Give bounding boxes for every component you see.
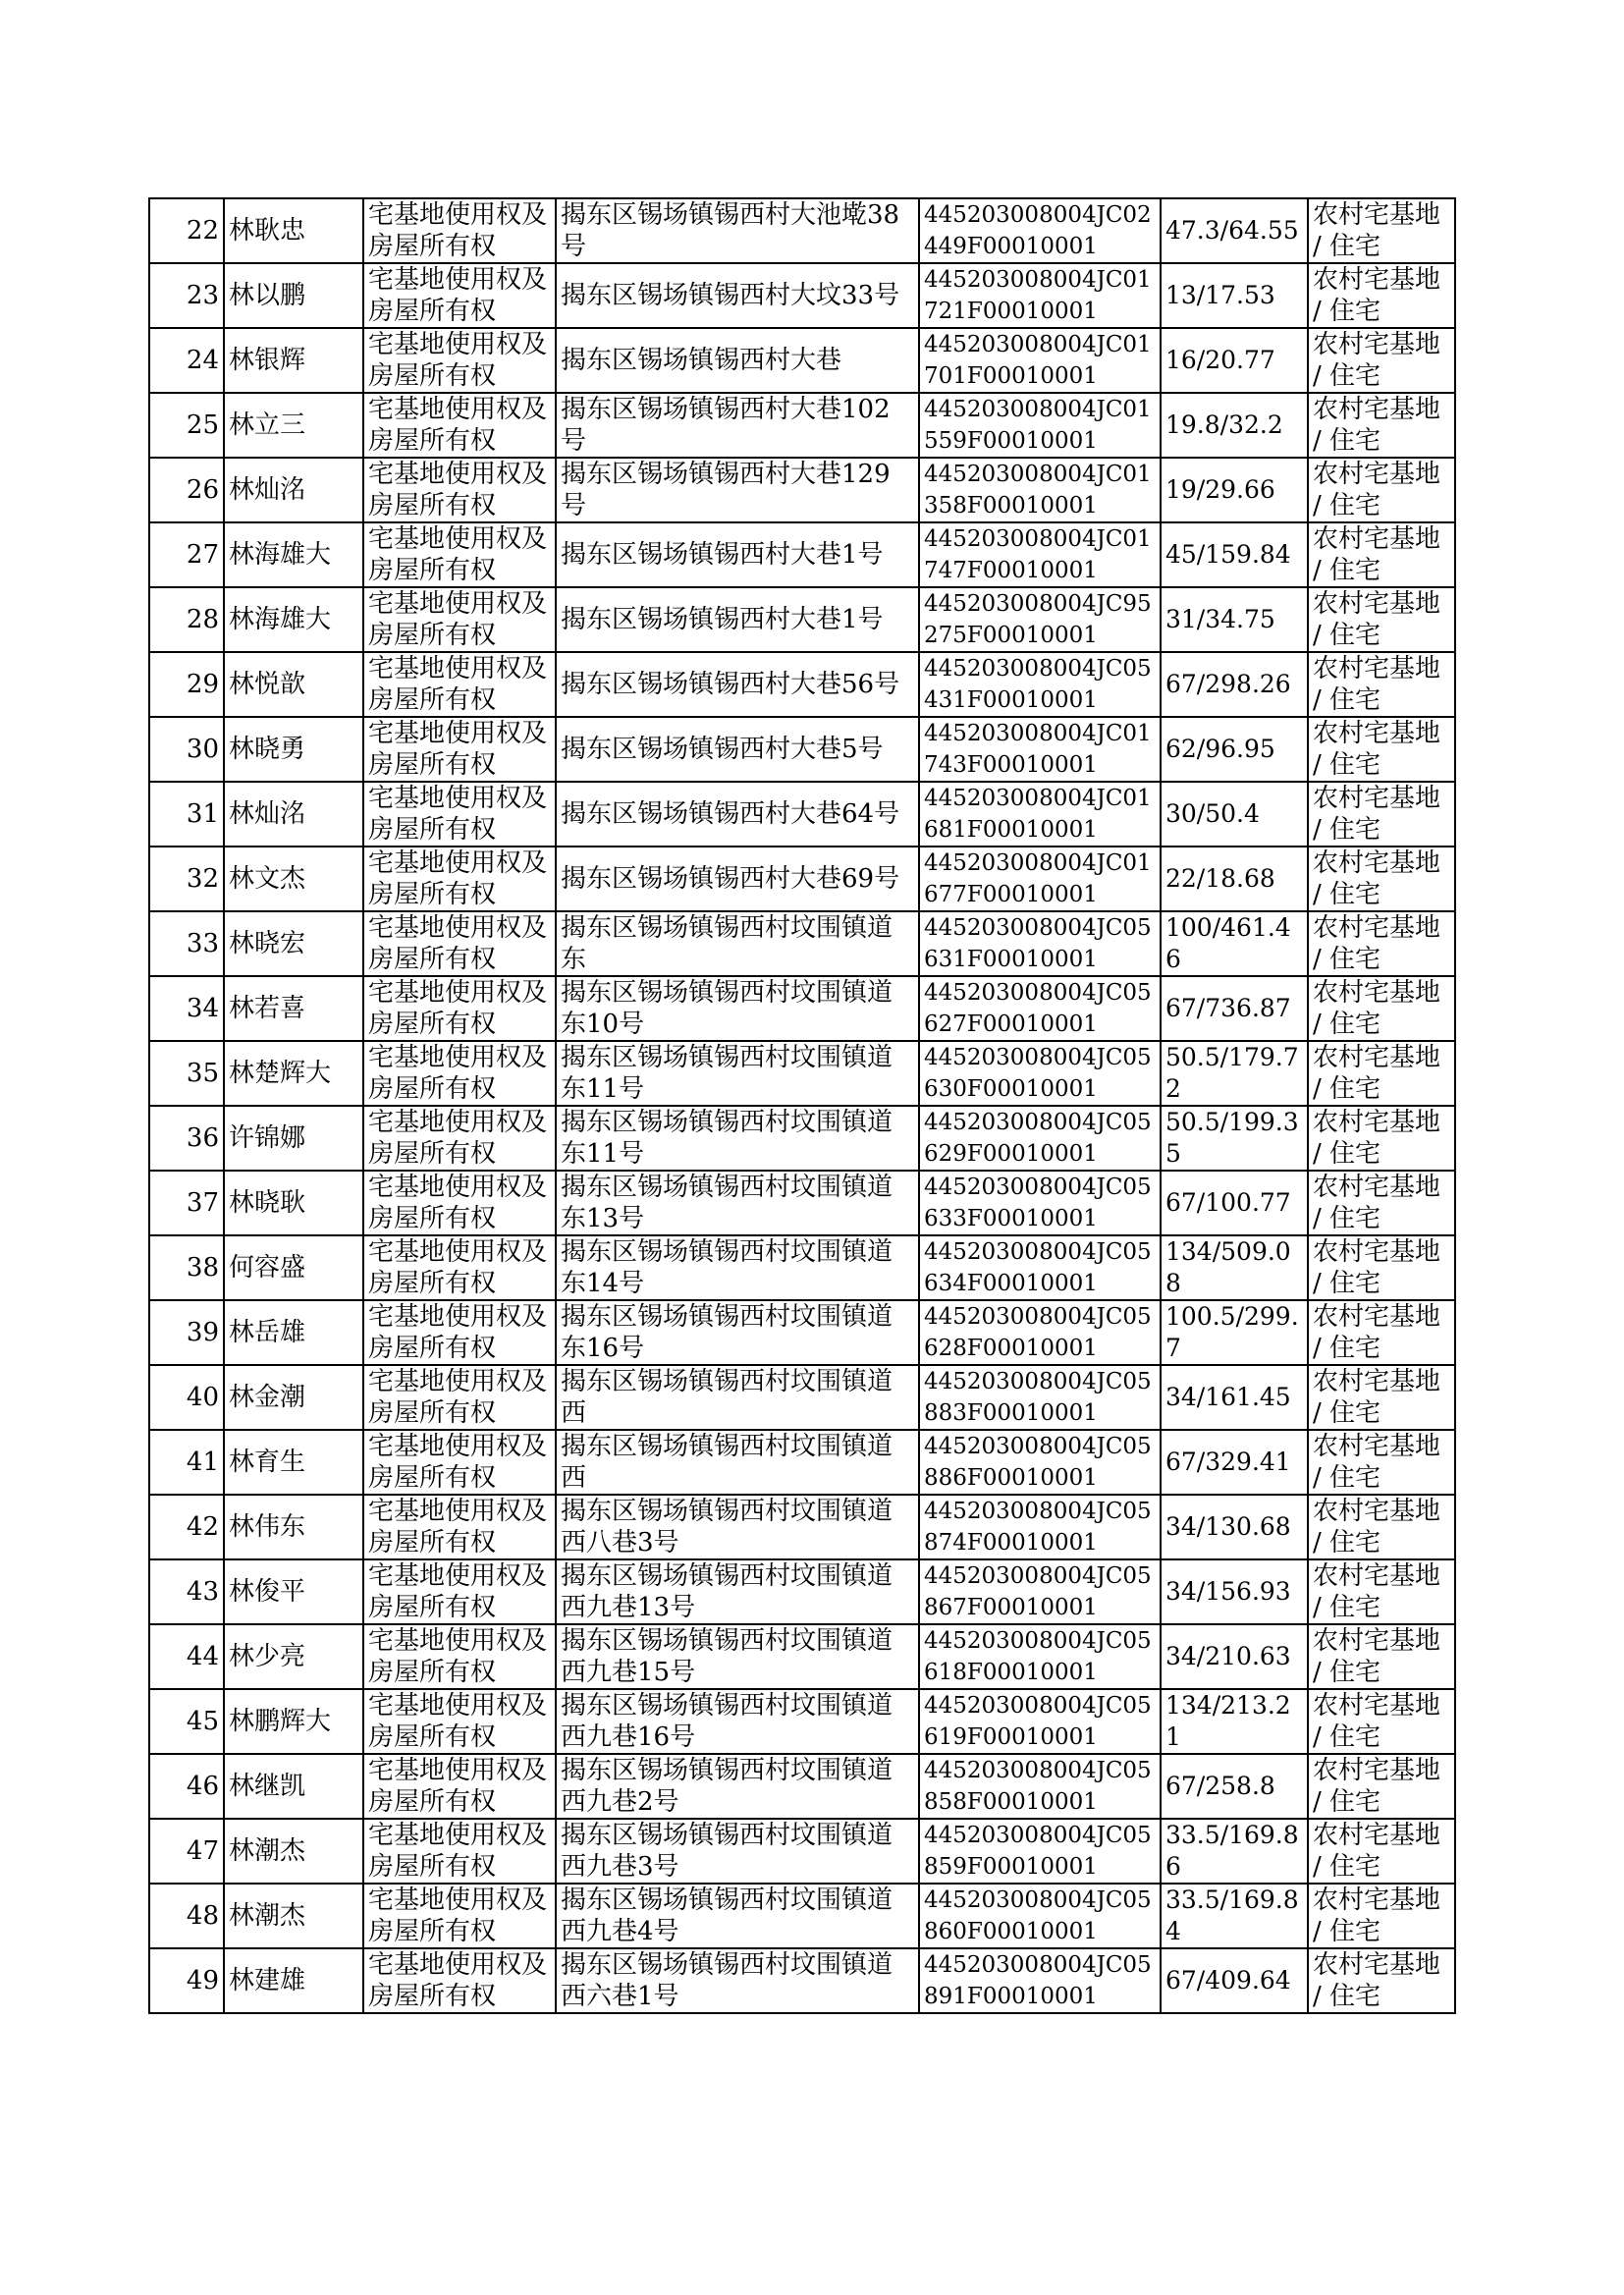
land-use: 农村宅基地 / 住宅	[1308, 1365, 1455, 1430]
row-number: 42	[149, 1495, 224, 1559]
table-row	[149, 328, 1455, 393]
area-value: 100/461.46	[1161, 911, 1308, 976]
land-use: 农村宅基地 / 住宅	[1308, 393, 1455, 458]
row-number: 37	[149, 1171, 224, 1235]
property-address: 揭东区锡场镇锡西村坟围镇道东	[556, 911, 919, 976]
land-use: 农村宅基地 / 住宅	[1308, 1041, 1455, 1106]
table-row	[149, 976, 1455, 1041]
row-number: 31	[149, 782, 224, 847]
land-use: 农村宅基地 / 住宅	[1308, 1948, 1455, 2013]
property-address: 揭东区锡场镇锡西村坟围镇道东11号	[556, 1106, 919, 1171]
land-use: 农村宅基地 / 住宅	[1308, 911, 1455, 976]
owner-name: 林海雄大	[224, 587, 363, 652]
table-row	[149, 1106, 1455, 1171]
unit-code: 445203008004JC05627F00010001	[919, 976, 1161, 1041]
land-use: 农村宅基地 / 住宅	[1308, 263, 1455, 328]
unit-code: 445203008004JC01747F00010001	[919, 522, 1161, 587]
right-type: 宅基地使用权及房屋所有权	[363, 1689, 556, 1754]
area-value: 45/159.84	[1161, 522, 1308, 587]
table-row	[149, 1300, 1455, 1365]
area-value: 16/20.77	[1161, 328, 1308, 393]
right-type: 宅基地使用权及房屋所有权	[363, 1495, 556, 1559]
unit-code: 445203008004JC01743F00010001	[919, 717, 1161, 782]
property-address: 揭东区锡场镇锡西村坟围镇道西	[556, 1365, 919, 1430]
right-type: 宅基地使用权及房屋所有权	[363, 393, 556, 458]
row-number: 35	[149, 1041, 224, 1106]
area-value: 13/17.53	[1161, 263, 1308, 328]
table-row	[149, 522, 1455, 587]
unit-code: 445203008004JC05883F00010001	[919, 1365, 1161, 1430]
owner-name: 林文杰	[224, 847, 363, 911]
row-number: 32	[149, 847, 224, 911]
owner-name: 林潮杰	[224, 1819, 363, 1884]
row-number: 33	[149, 911, 224, 976]
owner-name: 许锦娜	[224, 1106, 363, 1171]
land-use: 农村宅基地 / 住宅	[1308, 717, 1455, 782]
right-type: 宅基地使用权及房屋所有权	[363, 522, 556, 587]
area-value: 134/213.21	[1161, 1689, 1308, 1754]
property-address: 揭东区锡场镇锡西村大坟33号	[556, 263, 919, 328]
owner-name: 林继凯	[224, 1754, 363, 1819]
property-address: 揭东区锡场镇锡西村坟围镇道东10号	[556, 976, 919, 1041]
area-value: 50.5/199.35	[1161, 1106, 1308, 1171]
table-row	[149, 458, 1455, 522]
land-use: 农村宅基地 / 住宅	[1308, 1559, 1455, 1624]
table-row	[149, 198, 1455, 263]
owner-name: 林潮杰	[224, 1884, 363, 1948]
table-row	[149, 782, 1455, 847]
right-type: 宅基地使用权及房屋所有权	[363, 263, 556, 328]
property-address: 揭东区锡场镇锡西村大巷69号	[556, 847, 919, 911]
owner-name: 林楚辉大	[224, 1041, 363, 1106]
unit-code: 445203008004JC01358F00010001	[919, 458, 1161, 522]
table-row	[149, 1495, 1455, 1559]
area-value: 19/29.66	[1161, 458, 1308, 522]
area-value: 67/100.77	[1161, 1171, 1308, 1235]
row-number: 38	[149, 1235, 224, 1300]
right-type: 宅基地使用权及房屋所有权	[363, 1365, 556, 1430]
owner-name: 林少亮	[224, 1624, 363, 1689]
unit-code: 445203008004JC02449F00010001	[919, 198, 1161, 263]
unit-code: 445203008004JC01681F00010001	[919, 782, 1161, 847]
table-row	[149, 717, 1455, 782]
area-value: 47.3/64.55	[1161, 198, 1308, 263]
row-number: 46	[149, 1754, 224, 1819]
unit-code: 445203008004JC05886F00010001	[919, 1430, 1161, 1495]
land-use: 农村宅基地 / 住宅	[1308, 1884, 1455, 1948]
area-value: 34/161.45	[1161, 1365, 1308, 1430]
table-row	[149, 263, 1455, 328]
right-type: 宅基地使用权及房屋所有权	[363, 847, 556, 911]
right-type: 宅基地使用权及房屋所有权	[363, 458, 556, 522]
area-value: 67/409.64	[1161, 1948, 1308, 2013]
land-use: 农村宅基地 / 住宅	[1308, 328, 1455, 393]
table-row	[149, 1884, 1455, 1948]
right-type: 宅基地使用权及房屋所有权	[363, 911, 556, 976]
right-type: 宅基地使用权及房屋所有权	[363, 1948, 556, 2013]
area-value: 33.5/169.84	[1161, 1884, 1308, 1948]
area-value: 34/210.63	[1161, 1624, 1308, 1689]
right-type: 宅基地使用权及房屋所有权	[363, 587, 556, 652]
unit-code: 445203008004JC05619F00010001	[919, 1689, 1161, 1754]
unit-code: 445203008004JC95275F00010001	[919, 587, 1161, 652]
table-row	[149, 393, 1455, 458]
owner-name: 林金潮	[224, 1365, 363, 1430]
land-use: 农村宅基地 / 住宅	[1308, 1106, 1455, 1171]
owner-name: 林立三	[224, 393, 363, 458]
owner-name: 林鹏辉大	[224, 1689, 363, 1754]
property-address: 揭东区锡场镇锡西村大巷129号	[556, 458, 919, 522]
right-type: 宅基地使用权及房屋所有权	[363, 1041, 556, 1106]
unit-code: 445203008004JC05858F00010001	[919, 1754, 1161, 1819]
owner-name: 林耿忠	[224, 198, 363, 263]
property-address: 揭东区锡场镇锡西村坟围镇道西九巷3号	[556, 1819, 919, 1884]
unit-code: 445203008004JC01677F00010001	[919, 847, 1161, 911]
owner-name: 林以鹏	[224, 263, 363, 328]
table-row	[149, 1171, 1455, 1235]
table-row	[149, 1430, 1455, 1495]
table-row	[149, 1689, 1455, 1754]
unit-code: 445203008004JC05867F00010001	[919, 1559, 1161, 1624]
table-row	[149, 1041, 1455, 1106]
area-value: 67/258.8	[1161, 1754, 1308, 1819]
unit-code: 445203008004JC05891F00010001	[919, 1948, 1161, 2013]
right-type: 宅基地使用权及房屋所有权	[363, 1624, 556, 1689]
unit-code: 445203008004JC05631F00010001	[919, 911, 1161, 976]
owner-name: 林银辉	[224, 328, 363, 393]
table-row	[149, 1624, 1455, 1689]
table-row	[149, 911, 1455, 976]
area-value: 50.5/179.72	[1161, 1041, 1308, 1106]
unit-code: 445203008004JC05431F00010001	[919, 652, 1161, 717]
owner-name: 林晓勇	[224, 717, 363, 782]
row-number: 28	[149, 587, 224, 652]
row-number: 39	[149, 1300, 224, 1365]
table-row	[149, 1559, 1455, 1624]
owner-name: 林灿洺	[224, 458, 363, 522]
land-use: 农村宅基地 / 住宅	[1308, 1300, 1455, 1365]
property-address: 揭东区锡场镇锡西村坟围镇道西八巷3号	[556, 1495, 919, 1559]
row-number: 36	[149, 1106, 224, 1171]
row-number: 48	[149, 1884, 224, 1948]
land-use: 农村宅基地 / 住宅	[1308, 782, 1455, 847]
area-value: 30/50.4	[1161, 782, 1308, 847]
row-number: 43	[149, 1559, 224, 1624]
table-row	[149, 1754, 1455, 1819]
table-row	[149, 1948, 1455, 2013]
owner-name: 林岳雄	[224, 1300, 363, 1365]
row-number: 29	[149, 652, 224, 717]
unit-code: 445203008004JC05630F00010001	[919, 1041, 1161, 1106]
land-use: 农村宅基地 / 住宅	[1308, 847, 1455, 911]
property-address: 揭东区锡场镇锡西村大巷	[556, 328, 919, 393]
right-type: 宅基地使用权及房屋所有权	[363, 652, 556, 717]
property-address: 揭东区锡场镇锡西村坟围镇道西九巷15号	[556, 1624, 919, 1689]
property-address: 揭东区锡场镇锡西村坟围镇道东11号	[556, 1041, 919, 1106]
property-address: 揭东区锡场镇锡西村大巷1号	[556, 587, 919, 652]
land-use: 农村宅基地 / 住宅	[1308, 652, 1455, 717]
area-value: 34/130.68	[1161, 1495, 1308, 1559]
table-row	[149, 847, 1455, 911]
property-address: 揭东区锡场镇锡西村坟围镇道西九巷13号	[556, 1559, 919, 1624]
property-address: 揭东区锡场镇锡西村坟围镇道西六巷1号	[556, 1948, 919, 2013]
table-row	[149, 652, 1455, 717]
land-use: 农村宅基地 / 住宅	[1308, 458, 1455, 522]
property-address: 揭东区锡场镇锡西村坟围镇道西九巷4号	[556, 1884, 919, 1948]
property-address: 揭东区锡场镇锡西村坟围镇道东13号	[556, 1171, 919, 1235]
right-type: 宅基地使用权及房屋所有权	[363, 1884, 556, 1948]
property-address: 揭东区锡场镇锡西村大巷1号	[556, 522, 919, 587]
land-use: 农村宅基地 / 住宅	[1308, 1754, 1455, 1819]
owner-name: 林建雄	[224, 1948, 363, 2013]
property-address: 揭东区锡场镇锡西村大巷56号	[556, 652, 919, 717]
table-row	[149, 1365, 1455, 1430]
right-type: 宅基地使用权及房屋所有权	[363, 1754, 556, 1819]
row-number: 45	[149, 1689, 224, 1754]
unit-code: 445203008004JC05874F00010001	[919, 1495, 1161, 1559]
right-type: 宅基地使用权及房屋所有权	[363, 1819, 556, 1884]
row-number: 34	[149, 976, 224, 1041]
right-type: 宅基地使用权及房屋所有权	[363, 1106, 556, 1171]
unit-code: 445203008004JC05859F00010001	[919, 1819, 1161, 1884]
property-address: 揭东区锡场镇锡西村大池墘38号	[556, 198, 919, 263]
owner-name: 林海雄大	[224, 522, 363, 587]
area-value: 33.5/169.86	[1161, 1819, 1308, 1884]
right-type: 宅基地使用权及房屋所有权	[363, 1300, 556, 1365]
owner-name: 林晓耿	[224, 1171, 363, 1235]
property-register-table	[148, 197, 1456, 2014]
unit-code: 445203008004JC05628F00010001	[919, 1300, 1161, 1365]
land-use: 农村宅基地 / 住宅	[1308, 1624, 1455, 1689]
area-value: 67/736.87	[1161, 976, 1308, 1041]
land-use: 农村宅基地 / 住宅	[1308, 976, 1455, 1041]
right-type: 宅基地使用权及房屋所有权	[363, 198, 556, 263]
property-address: 揭东区锡场镇锡西村坟围镇道东14号	[556, 1235, 919, 1300]
right-type: 宅基地使用权及房屋所有权	[363, 1430, 556, 1495]
unit-code: 445203008004JC05629F00010001	[919, 1106, 1161, 1171]
unit-code: 445203008004JC05860F00010001	[919, 1884, 1161, 1948]
row-number: 22	[149, 198, 224, 263]
land-use: 农村宅基地 / 住宅	[1308, 1430, 1455, 1495]
owner-name: 林育生	[224, 1430, 363, 1495]
land-use: 农村宅基地 / 住宅	[1308, 1171, 1455, 1235]
owner-name: 何容盛	[224, 1235, 363, 1300]
row-number: 40	[149, 1365, 224, 1430]
right-type: 宅基地使用权及房屋所有权	[363, 782, 556, 847]
row-number: 26	[149, 458, 224, 522]
land-use: 农村宅基地 / 住宅	[1308, 1689, 1455, 1754]
row-number: 47	[149, 1819, 224, 1884]
land-use: 农村宅基地 / 住宅	[1308, 522, 1455, 587]
property-address: 揭东区锡场镇锡西村大巷64号	[556, 782, 919, 847]
right-type: 宅基地使用权及房屋所有权	[363, 328, 556, 393]
unit-code: 445203008004JC05618F00010001	[919, 1624, 1161, 1689]
right-type: 宅基地使用权及房屋所有权	[363, 1171, 556, 1235]
right-type: 宅基地使用权及房屋所有权	[363, 717, 556, 782]
unit-code: 445203008004JC05634F00010001	[919, 1235, 1161, 1300]
property-address: 揭东区锡场镇锡西村大巷5号	[556, 717, 919, 782]
row-number: 24	[149, 328, 224, 393]
unit-code: 445203008004JC01721F00010001	[919, 263, 1161, 328]
land-use: 农村宅基地 / 住宅	[1308, 1495, 1455, 1559]
area-value: 100.5/299.7	[1161, 1300, 1308, 1365]
row-number: 49	[149, 1948, 224, 2013]
row-number: 41	[149, 1430, 224, 1495]
area-value: 67/298.26	[1161, 652, 1308, 717]
table-row	[149, 1819, 1455, 1884]
land-use: 农村宅基地 / 住宅	[1308, 587, 1455, 652]
area-value: 31/34.75	[1161, 587, 1308, 652]
unit-code: 445203008004JC01701F00010001	[919, 328, 1161, 393]
right-type: 宅基地使用权及房屋所有权	[363, 1559, 556, 1624]
table-row	[149, 1235, 1455, 1300]
owner-name: 林悦歆	[224, 652, 363, 717]
right-type: 宅基地使用权及房屋所有权	[363, 1235, 556, 1300]
row-number: 44	[149, 1624, 224, 1689]
owner-name: 林俊平	[224, 1559, 363, 1624]
area-value: 134/509.08	[1161, 1235, 1308, 1300]
row-number: 23	[149, 263, 224, 328]
property-address: 揭东区锡场镇锡西村坟围镇道东16号	[556, 1300, 919, 1365]
property-address: 揭东区锡场镇锡西村坟围镇道西	[556, 1430, 919, 1495]
row-number: 30	[149, 717, 224, 782]
area-value: 67/329.41	[1161, 1430, 1308, 1495]
property-address: 揭东区锡场镇锡西村坟围镇道西九巷16号	[556, 1689, 919, 1754]
area-value: 22/18.68	[1161, 847, 1308, 911]
area-value: 34/156.93	[1161, 1559, 1308, 1624]
unit-code: 445203008004JC05633F00010001	[919, 1171, 1161, 1235]
table-row	[149, 587, 1455, 652]
property-address: 揭东区锡场镇锡西村大巷102号	[556, 393, 919, 458]
property-address: 揭东区锡场镇锡西村坟围镇道西九巷2号	[556, 1754, 919, 1819]
right-type: 宅基地使用权及房屋所有权	[363, 976, 556, 1041]
row-number: 27	[149, 522, 224, 587]
owner-name: 林伟东	[224, 1495, 363, 1559]
owner-name: 林灿洺	[224, 782, 363, 847]
owner-name: 林晓宏	[224, 911, 363, 976]
land-use: 农村宅基地 / 住宅	[1308, 1235, 1455, 1300]
land-use: 农村宅基地 / 住宅	[1308, 198, 1455, 263]
area-value: 19.8/32.2	[1161, 393, 1308, 458]
row-number: 25	[149, 393, 224, 458]
land-use: 农村宅基地 / 住宅	[1308, 1819, 1455, 1884]
unit-code: 445203008004JC01559F00010001	[919, 393, 1161, 458]
register-table-body	[149, 198, 1455, 2013]
owner-name: 林若喜	[224, 976, 363, 1041]
area-value: 62/96.95	[1161, 717, 1308, 782]
